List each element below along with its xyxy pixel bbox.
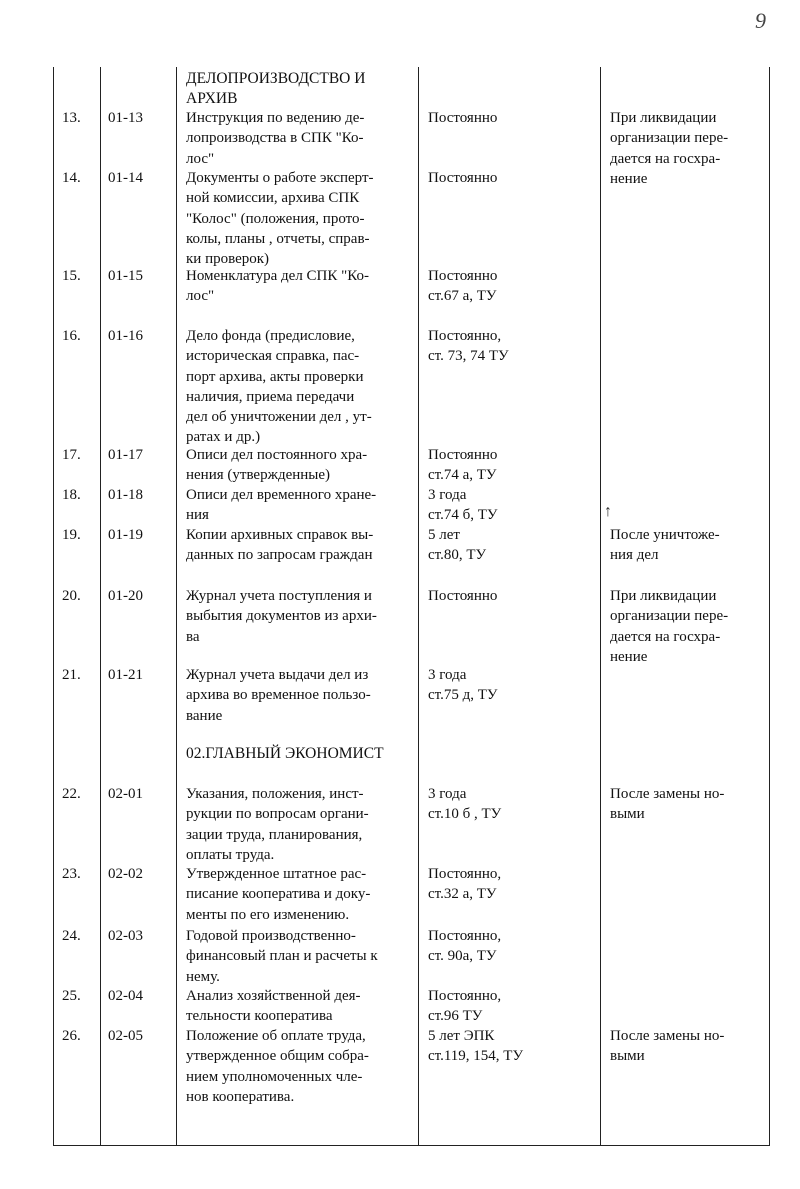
row-index-code: 01-13 [108,110,143,126]
row-index-code: 02-04 [108,988,143,1004]
row-title: Журнал учета выдачи дел из архива во временное пользо- вание [186,667,371,724]
row-title: Номенклатура дел СПК "Ко- лос" [186,268,370,305]
row-number: 19. [62,527,81,543]
row-index-code: 01-19 [108,527,143,543]
row-index-code: 02-01 [108,786,143,802]
row-title: Положение об оплате труда, утвержденное общим собра- нием уполномоченных чле- нов кооператива. [186,1028,369,1105]
row-index-code: 01-14 [108,170,143,186]
row-retention-term: Постоянно, ст.32 а, ТУ [428,866,502,903]
row-retention-term: Постоянно, ст.96 ТУ [428,988,502,1025]
row-retention-term: 3 года ст.74 б, ТУ [428,487,498,524]
row-note: При ликвидации организации пере- дается на госхра- нение [610,110,729,187]
row-index-code: 01-15 [108,268,143,284]
row-title: Анализ хозяйственной дея- тельности кооператива [186,988,361,1025]
row-retention-term: 3 года ст.10 б , ТУ [428,786,502,823]
row-retention-term: Постоянно ст.67 а, ТУ [428,268,498,305]
row-retention-term: 5 лет ст.80, ТУ [428,527,487,564]
row-index-code: 02-02 [108,866,143,882]
section-heading: 02.ГЛАВНЫЙ ЭКОНОМИСТ [186,745,384,762]
row-retention-term: Постоянно ст.74 а, ТУ [428,447,498,484]
row-title: Описи дел постоянного хра- нения (утвержденные) [186,447,368,484]
row-number: 26. [62,1028,81,1044]
row-title: Журнал учета поступления и выбытия документов из архи- ва [186,588,377,645]
row-number: 18. [62,487,81,503]
row-index-code: 02-03 [108,928,143,944]
row-retention-term: Постоянно, ст. 73, 74 ТУ [428,328,509,365]
column-divider [176,67,177,1145]
row-title: Годовой производственно- финансовый план и расчеты к нему. [186,928,378,985]
row-retention-term: Постоянно [428,588,498,604]
row-index-code: 01-20 [108,588,143,604]
row-title: Документы о работе эксперт- ной комиссии, архива СПК "Колос" (положения, прото- колы, планы , отчеты, справ- ки проверок) [186,170,374,268]
column-divider [100,67,101,1145]
arrow-mark-icon: ↑ [604,503,612,520]
row-title: Описи дел временного хране- ния [186,487,377,524]
row-index-code: 01-17 [108,447,143,463]
row-title: Утвержденное штатное рас- писание кооператива и доку- менты по его изменению. [186,866,371,923]
row-number: 23. [62,866,81,882]
row-note: При ликвидации организации пере- дается на госхра- нение [610,588,729,665]
row-number: 25. [62,988,81,1004]
page-number: 9 [755,8,766,33]
row-note: После замены но- выми [610,786,725,823]
row-retention-term: Постоянно [428,170,498,186]
row-title: Дело фонда (предисловие, историческая справка, пас- порт архива, акты проверки наличия, приема передачи дел об уничтожении дел , ут- ратах и др.) [186,328,372,446]
row-number: 17. [62,447,81,463]
row-number: 24. [62,928,81,944]
row-title: Указания, положения, инст- рукции по вопросам органи- зации труда, планирования, оплаты труда. [186,786,369,863]
column-divider [600,67,601,1145]
row-number: 13. [62,110,81,126]
row-number: 16. [62,328,81,344]
row-index-code: 02-05 [108,1028,143,1044]
row-title: Инструкция по ведению де- лопроизводства в СПК "Ко- лос" [186,110,365,167]
row-retention-term: Постоянно, ст. 90а, ТУ [428,928,502,965]
row-number: 22. [62,786,81,802]
row-retention-term: Постоянно [428,110,498,126]
column-divider [418,67,419,1145]
row-index-code: 01-18 [108,487,143,503]
row-number: 20. [62,588,81,604]
row-index-code: 01-16 [108,328,143,344]
section-heading: ДЕЛОПРОИЗВОДСТВО И АРХИВ [186,70,366,107]
row-number: 14. [62,170,81,186]
row-retention-term: 5 лет ЭПК ст.119, 154, ТУ [428,1028,524,1065]
row-note: После уничтоже- ния дел [610,527,720,564]
row-number: 21. [62,667,81,683]
row-retention-term: 3 года ст.75 д, ТУ [428,667,498,704]
row-note: После замены но- выми [610,1028,725,1065]
row-title: Копии архивных справок вы- данных по запросам граждан [186,527,374,564]
row-number: 15. [62,268,81,284]
row-index-code: 01-21 [108,667,143,683]
